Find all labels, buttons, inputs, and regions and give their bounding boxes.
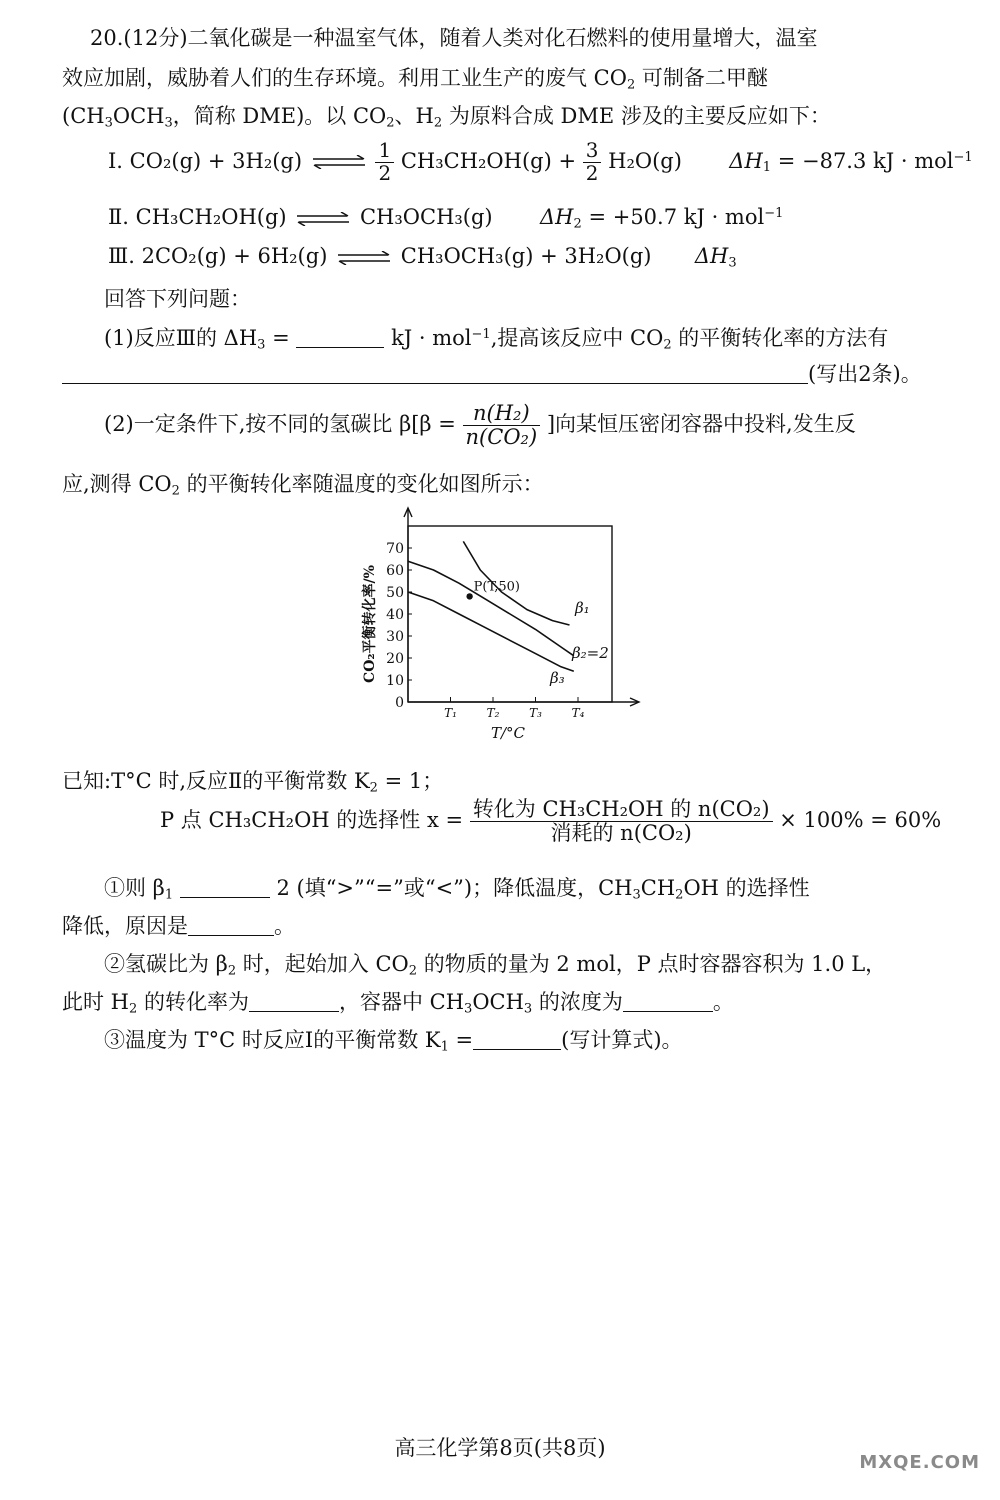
y-tick-label: 10	[386, 673, 404, 689]
x-axis-label: T/°C	[490, 724, 526, 742]
reaction-3-rhs: CH₃OCH₃(g) + 3H₂O(g)	[400, 244, 652, 268]
y-axis-label: CO₂平衡转化率/%	[362, 565, 378, 683]
delta-h-2: ΔH	[540, 205, 574, 229]
series-line	[408, 561, 574, 656]
series-label: β₂=2	[572, 644, 609, 662]
answer-blank-methods[interactable]	[62, 362, 808, 384]
delta-h-3: ΔH	[694, 244, 729, 268]
y-tick-label: 40	[386, 607, 404, 623]
y-tick-label: 50	[386, 585, 404, 601]
intro-line-3: ($CH_3OCH_3$，简称 DME)。以 $CO_2$、$H_2$ 为原料合成 DME 涉及的主要反应如下：	[62, 104, 831, 131]
y-tick-label: 0	[395, 695, 404, 711]
y-tick-label: 20	[386, 651, 404, 667]
y-tick-label: 70	[386, 541, 404, 557]
reaction-2-lhs: CH₃CH₂OH(g)	[135, 205, 287, 229]
reaction-3: Ⅲ. 2CO₂(g) + 6H₂(g) CH₃OCH₃(g) + 3H₂O(g) $\Delta H_3$	[108, 244, 737, 271]
q1-line-1: ①则 $\beta_1$ 2 (填“>”“=”或“<”)；降低温度，$CH_3CH_2OH$ 的选择性	[104, 876, 810, 903]
y-tick-label: 30	[386, 629, 404, 645]
x-tick-label: T₂	[486, 706, 500, 720]
x-tick-label: T₁	[444, 706, 457, 720]
answer-blank-delta-h3[interactable]	[296, 326, 384, 348]
part-2-line-2: 应,测得 $CO_2$ 的平衡转化率随温度的变化如图所示：	[62, 472, 544, 499]
part-1-line-2: (写出2条)。	[62, 358, 922, 388]
reaction-3-label: Ⅲ.	[108, 244, 135, 268]
q2-line-2: 此时 $H_2$ 的转化率为 ，容器中 $CH_3OCH_3$ 的浓度为 。	[62, 990, 734, 1017]
co2-conversion-chart	[350, 505, 650, 750]
point-p-marker	[466, 593, 472, 599]
series-label: β₃	[550, 669, 565, 687]
reaction-3-lhs: 2CO₂(g) + 6H₂(g)	[141, 244, 328, 268]
answer-blank-reason[interactable]	[188, 914, 274, 936]
reaction-2: Ⅱ. CH₃CH₂OH(g) CH₃OCH₃(g) $\Delta H_2 = +50.7$ kJ · mol$^{-1}$	[108, 205, 784, 232]
equilibrium-arrow-icon	[336, 251, 392, 265]
q2-line-1: ②氢碳比为 $\beta_2$ 时，起始加入 $CO_2$ 的物质的量为 2 mol，P 点时容器容积为 1.0 L，	[104, 952, 887, 979]
delta-h-1: ΔH	[729, 148, 763, 173]
coefficient-three-halves: $\frac{3}{2}$	[583, 140, 602, 185]
selectivity-value: × 100% = 60%	[779, 808, 942, 833]
selectivity-label: P 点 CH₃CH₂OH 的选择性 x =	[160, 808, 464, 833]
series-label: β₁	[575, 599, 590, 617]
question-score: (12分)	[123, 26, 188, 50]
reaction-2-rhs: CH₃OCH₃(g)	[359, 205, 493, 229]
question-number: 20.	[90, 26, 124, 50]
reaction-1-label: Ⅰ.	[108, 148, 123, 173]
equilibrium-arrow-icon	[295, 212, 351, 226]
part-2-line-1: (2)一定条件下,按不同的氢碳比 β[β = $\frac{\text{n(H₂)}}{\text{n(CO₂)}}$ ]向某恒压密闭容器中投料,发生反	[104, 401, 856, 450]
answer-blank-beta1[interactable]	[180, 876, 270, 898]
y-tick-label: 60	[386, 563, 404, 579]
page-footer: 高三化学第8页(共8页)	[394, 1436, 606, 1460]
reaction-1-product-1: CH₃CH₂OH(g) +	[400, 148, 577, 173]
point-p-label: P(T,50)	[473, 579, 520, 595]
x-tick-label: T₃	[529, 706, 542, 720]
part-1-line-1: (1)反应Ⅲ的 $\Delta H_3$ = kJ · mol$^{-1}$,提高该反应中 $CO_2$ 的平衡转化率的方法有	[104, 326, 889, 353]
prompt-text: 回答下列问题：	[104, 287, 251, 311]
selectivity-fraction: $\frac{\text{转化为 CH₃CH₂OH 的 n(CO₂)}}{\text{消耗的 n(CO₂)}}$	[470, 798, 773, 845]
hydrogen-carbon-ratio-fraction: $\frac{\text{n(H₂)}}{\text{n(CO₂)}}$	[463, 402, 541, 449]
intro-line-1	[90, 22, 818, 52]
reaction-1: Ⅰ. CO₂(g) + 3H₂(g) $\frac{1}{2}$ CH₃CH₂OH(g) + $\frac{3}{2}$ H₂O(g) $\Delta H_1 = -87.3$ kJ · mol$^{-1}$	[108, 138, 973, 185]
reaction-1-lhs: CO₂(g) + 3H₂(g)	[129, 148, 303, 173]
intro-line-2: 效应加剧，威胁着人们的生存环境。利用工业生产的废气 $CO_2$ 可制备二甲醚	[62, 66, 768, 93]
coefficient-half: $\frac{1}{2}$	[375, 140, 394, 185]
reaction-1-product-2: H₂O(g)	[608, 148, 682, 173]
q3-line: ③温度为 T°C 时反应Ⅰ的平衡常数 $K_1$ = (写计算式)。	[104, 1028, 683, 1055]
answer-blank-h2-conversion[interactable]	[249, 990, 339, 1012]
site-watermark: MXQE.COM	[859, 1452, 980, 1473]
equilibrium-arrow-icon	[311, 155, 367, 169]
answer-blank-dme-concentration[interactable]	[623, 990, 713, 1012]
x-tick-label: T₄	[571, 706, 585, 720]
series-line	[408, 592, 574, 671]
answer-blank-k1[interactable]	[473, 1028, 561, 1050]
selectivity-formula	[160, 798, 941, 845]
intro-text-1: 二氧化碳是一种温室气体，随着人类对化石燃料的使用量增大，温室	[187, 26, 818, 50]
known-line: 已知:T°C 时,反应Ⅱ的平衡常数 $K_2 = 1$；	[62, 769, 444, 796]
reaction-2-label: Ⅱ.	[108, 205, 129, 229]
q1-line-2: 降低，原因是 。	[62, 914, 295, 938]
